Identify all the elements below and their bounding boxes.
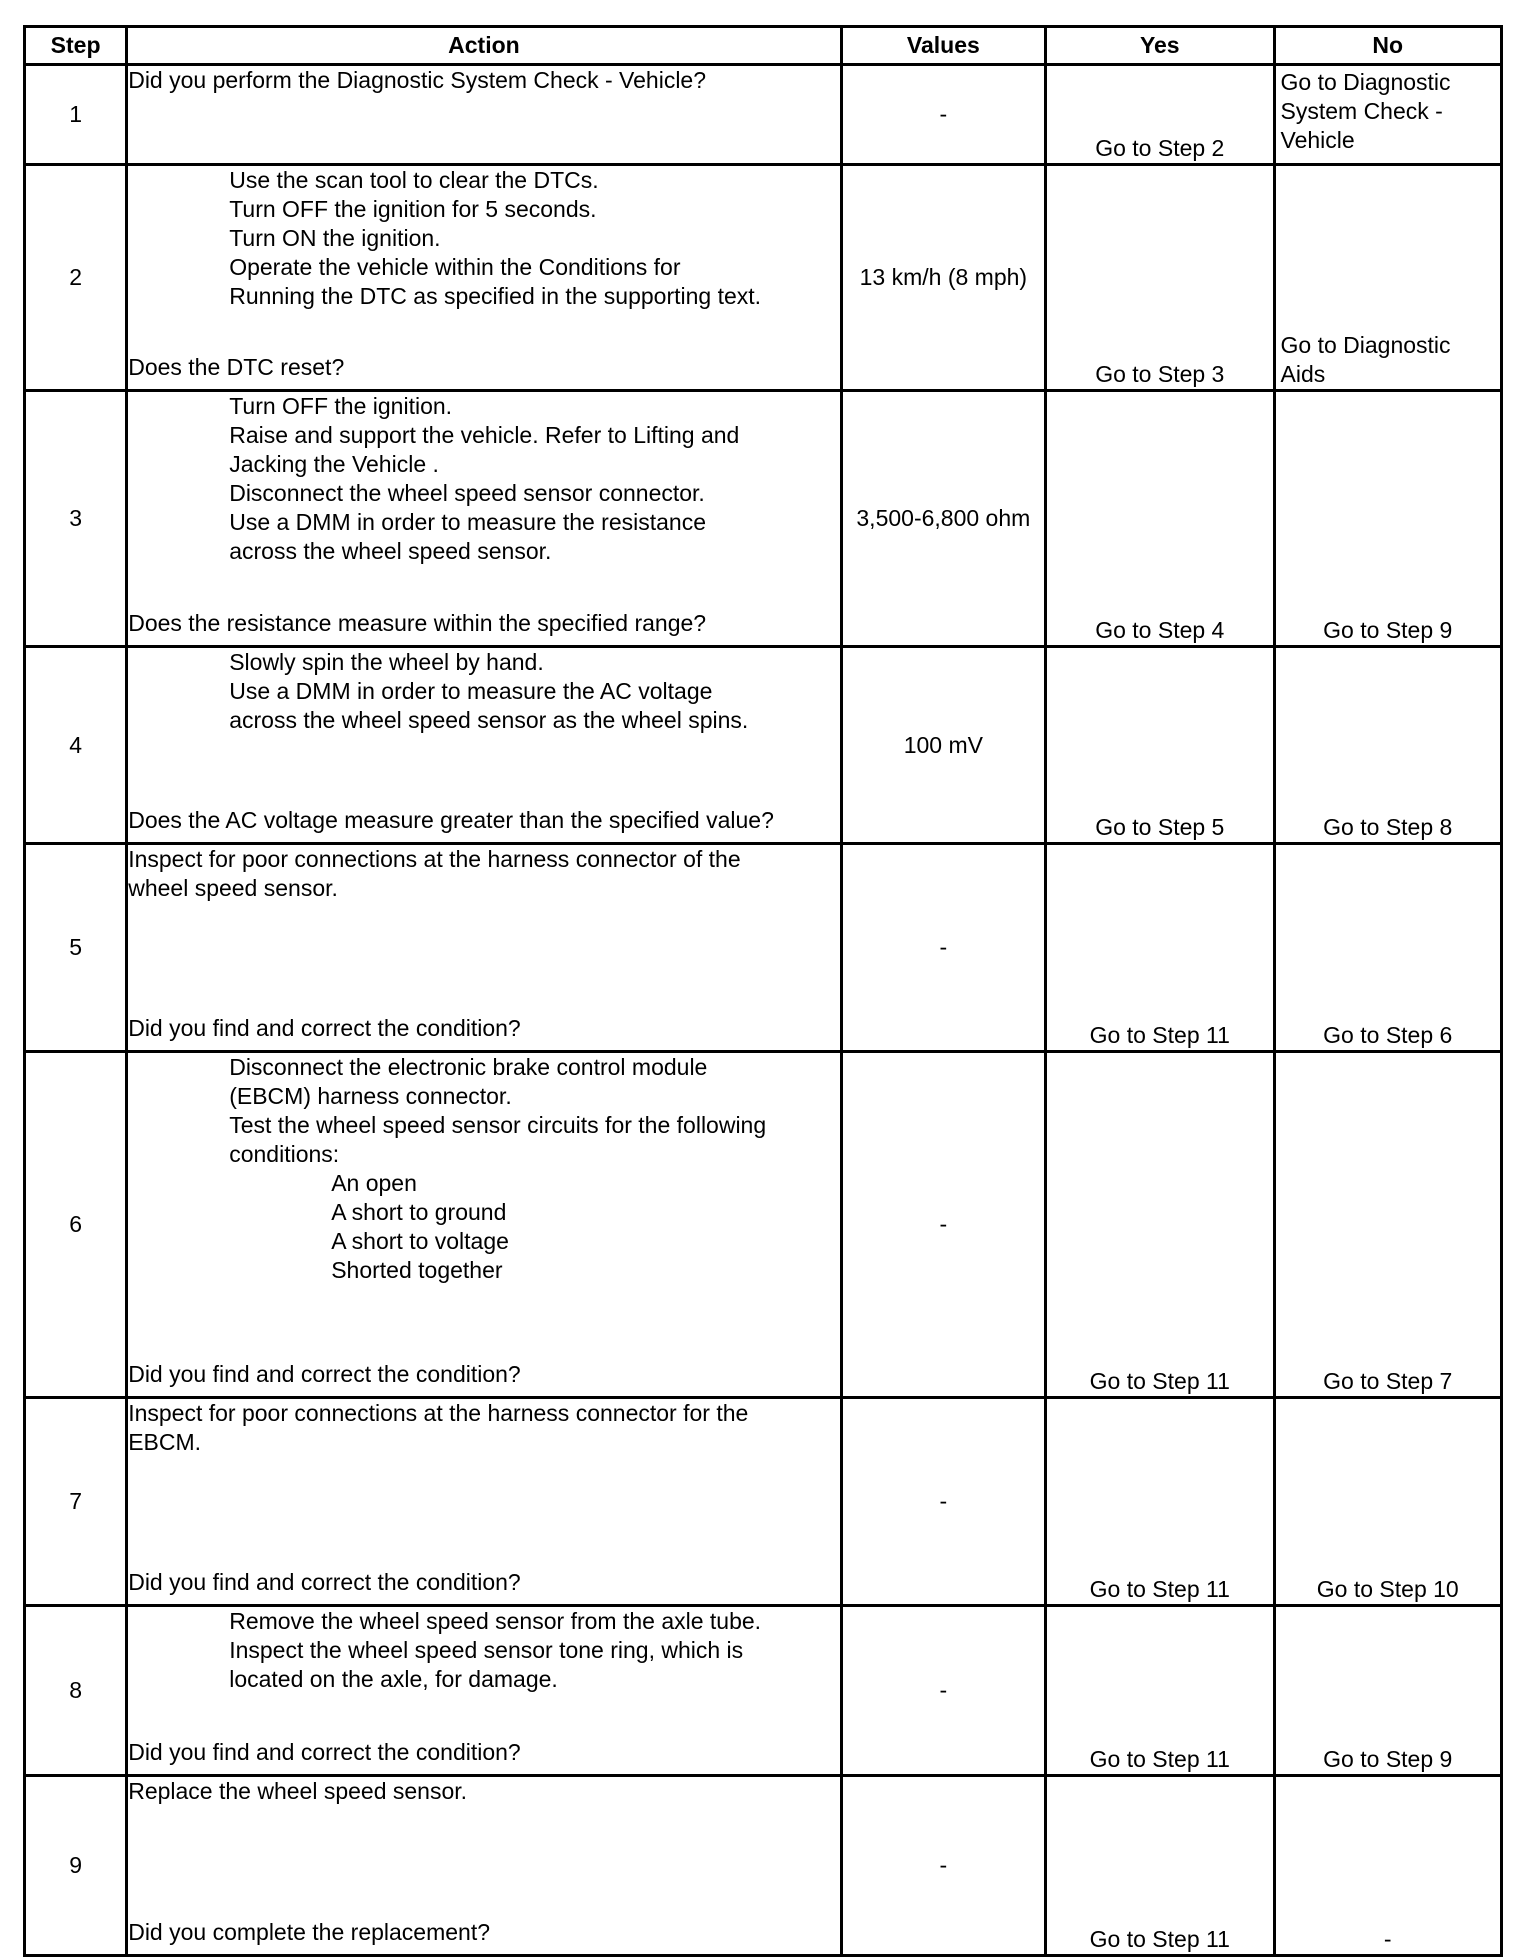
action-line: An open [331,1170,417,1196]
step-number: 6 [25,1052,127,1398]
diagnostic-table [23,25,1503,1957]
action-line: wheel speed sensor. [128,875,338,901]
no-cell: Go to Diagnostic Aids [1274,165,1502,391]
action-question: Does the resistance measure within the specified range? [128,610,707,636]
table-body [25,65,1502,1956]
action-cell [127,1398,841,1606]
header-step: Step [25,27,127,65]
yes-cell: Go to Step 11 [1046,1052,1274,1398]
values-cell: 13 km/h (8 mph) [841,165,1045,391]
values-cell: - [841,1606,1045,1776]
action-line: Disconnect the wheel speed sensor connector. [229,480,705,506]
action-line: Turn OFF the ignition for 5 seconds. [229,196,597,222]
action-line: (EBCM) harness connector. [229,1083,512,1109]
step-number: 7 [25,1398,127,1606]
action-line: Turn ON the ignition. [229,225,441,251]
action-line: A short to voltage [331,1228,509,1254]
action-cell [127,391,841,647]
action-cell [127,844,841,1052]
step-number: 9 [25,1776,127,1956]
yes-cell: Go to Step 3 [1046,165,1274,391]
table-row [25,1606,1502,1776]
action-line: Use a DMM in order to measure the resistance [229,509,707,535]
no-cell: - [1274,1776,1502,1956]
table-row [25,391,1502,647]
values-cell: - [841,1776,1045,1956]
no-cell: Go to Step 8 [1274,647,1502,844]
yes-cell: Go to Step 5 [1046,647,1274,844]
step-number: 2 [25,165,127,391]
step-number: 5 [25,844,127,1052]
action-cell [127,65,841,165]
no-cell: Go to Step 10 [1274,1398,1502,1606]
action-cell [127,1052,841,1398]
header-row [25,27,1502,65]
action-question: Does the DTC reset? [128,354,345,380]
yes-cell: Go to Step 11 [1046,844,1274,1052]
action-line: Use a DMM in order to measure the AC voltage [229,678,713,704]
values-cell: - [841,1052,1045,1398]
action-line: across the wheel speed sensor as the wheel spins. [229,707,749,733]
no-cell: Go to Step 7 [1274,1052,1502,1398]
no-cell: Go to Step 9 [1274,391,1502,647]
yes-cell: Go to Step 11 [1046,1606,1274,1776]
action-line: Operate the vehicle within the Conditions for [229,254,681,280]
table-row [25,1398,1502,1606]
action-question: Does the AC voltage measure greater than the specified value? [128,807,774,833]
action-line: conditions: [229,1141,340,1167]
header-action: Action [127,27,841,65]
action-line: Inspect for poor connections at the harness connector of the [128,846,741,872]
action-line: Use the scan tool to clear the DTCs. [229,167,599,193]
action-question: Did you find and correct the condition? [128,1739,521,1765]
values-cell: - [841,65,1045,165]
table-row [25,1776,1502,1956]
action-line: Test the wheel speed sensor circuits for the following [229,1112,767,1138]
header-no: No [1274,27,1502,65]
table-row [25,647,1502,844]
action-line: Raise and support the vehicle. Refer to Lifting and [229,422,740,448]
action-line: located on the axle, for damage. [229,1666,558,1692]
header-values: Values [841,27,1045,65]
yes-cell: Go to Step 4 [1046,391,1274,647]
no-cell: Go to Step 6 [1274,844,1502,1052]
action-line: Replace the wheel speed sensor. [128,1778,468,1804]
action-line: Turn OFF the ignition. [229,393,453,419]
step-number: 8 [25,1606,127,1776]
yes-cell: Go to Step 11 [1046,1398,1274,1606]
values-cell: - [841,844,1045,1052]
step-number: 1 [25,65,127,165]
action-question: Did you complete the replacement? [128,1919,491,1945]
yes-cell: Go to Step 11 [1046,1776,1274,1956]
table-row [25,844,1502,1052]
action-line: Disconnect the electronic brake control module [229,1054,708,1080]
action-question: Did you find and correct the condition? [128,1569,521,1595]
action-line: Remove the wheel speed sensor from the axle tube. [229,1608,762,1634]
action-cell [127,1776,841,1956]
yes-cell: Go to Step 2 [1046,65,1274,165]
action-line: across the wheel speed sensor. [229,538,552,564]
action-line: Inspect the wheel speed sensor tone ring, which is [229,1637,744,1663]
no-cell: Go to Diagnostic System Check - Vehicle [1274,65,1502,165]
action-line: Inspect for poor connections at the harness connector for the [128,1400,749,1426]
action-line: Did you perform the Diagnostic System Check - Vehicle? [128,67,707,93]
table-row [25,65,1502,165]
no-cell: Go to Step 9 [1274,1606,1502,1776]
action-line: Slowly spin the wheel by hand. [229,649,544,675]
values-cell: 3,500-6,800 ohm [841,391,1045,647]
header-yes: Yes [1046,27,1274,65]
step-number: 3 [25,391,127,647]
action-line: EBCM. [128,1429,202,1455]
action-cell [127,165,841,391]
action-cell [127,647,841,844]
action-cell [127,1606,841,1776]
values-cell: 100 mV [841,647,1045,844]
action-question: Did you find and correct the condition? [128,1015,521,1041]
action-line: Jacking the Vehicle . [229,451,439,477]
action-line: A short to ground [331,1199,507,1225]
action-question: Did you find and correct the condition? [128,1361,521,1387]
table-row [25,165,1502,391]
values-cell: - [841,1398,1045,1606]
action-line: Running the DTC as specified in the supporting text. [229,283,762,309]
step-number: 4 [25,647,127,844]
action-line: Shorted together [331,1257,503,1283]
table-row [25,1052,1502,1398]
